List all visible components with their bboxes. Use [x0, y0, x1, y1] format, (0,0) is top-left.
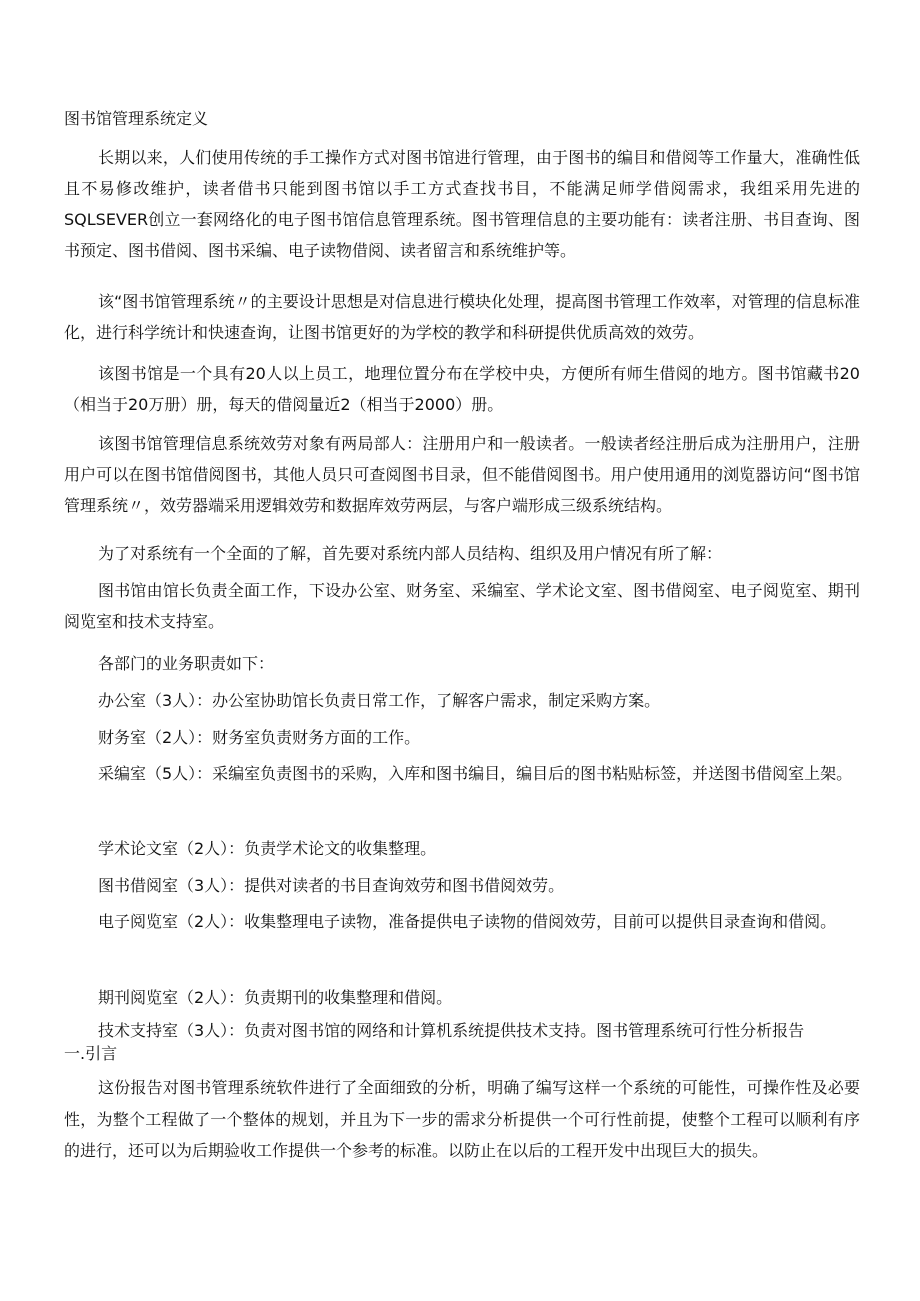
paragraph-overview: 为了对系统有一个全面的了解，首先要对系统内部人员结构、组织及用户情况有所了解：	[98, 544, 723, 563]
document-title: 图书馆管理系统定义	[64, 109, 209, 128]
paragraph-report-intro: 这份报告对图书管理系统软件进行了全面细致的分析，明确了编写这样一个系统的可能性，可操作性及必要性，为整个工程做了一个整体的规划，并且为下一步的需求分析提供一个可行性前提，使整个工程可以顺利有序的进行，还可以为后期验收工作提供一个参考的标准。以防止在以后的工程开发中出现巨大的损失。	[64, 1078, 860, 1160]
paragraph-organization: 图书馆由馆长负责全面工作，下设办公室、财务室、采编室、学术论文室、图书借阅室、电子阅览室、期刊阅览室和技术支持室。	[64, 581, 860, 631]
paragraph-academic: 学术论文室（2人）：负责学术论文的收集整理。	[98, 839, 437, 858]
paragraph-acquisition: 采编室（5人）：采编室负责图书的采购，入库和图书编目，编目后的图书粘贴标签，并送图书借阅室上架。	[98, 764, 853, 783]
section-heading: 一.引言	[64, 1044, 118, 1063]
paragraph-duties-intro: 各部门的业务职责如下：	[98, 654, 275, 673]
paragraph-office: 办公室（3人）：办公室协助馆长负责日常工作，了解客户需求，制定采购方案。	[98, 691, 661, 710]
paragraph-e-reading: 电子阅览室（2人）：收集整理电子读物，准备提供电子读物的借阅效劳，目前可以提供目录查询和借阅。	[98, 912, 837, 931]
paragraph-tech-support: 技术支持室（3人）：负责对图书馆的网络和计算机系统提供技术支持。图书管理系统可行性分析报告	[98, 1021, 805, 1040]
paragraph-library-info: 该图书馆是一个具有20人以上员工，地理位置分布在学校中央，方便所有师生借阅的地方。图书馆藏书20（相当于20万册）册，每天的借阅量近2（相当于2000）册。	[64, 364, 860, 414]
paragraph-design-idea: 该“图书馆管理系统〃的主要设计思想是对信息进行模块化处理，提高图书管理工作效率，对管理的信息标准化，进行科学统计和快速查询，让图书馆更好的为学校的教学和科研提供优质高效的效劳。	[64, 292, 860, 342]
paragraph-periodicals: 期刊阅览室（2人）：负责期刊的收集整理和借阅。	[98, 988, 453, 1007]
paragraph-finance: 财务室（2人）：财务室负责财务方面的工作。	[98, 728, 421, 747]
paragraph-service-objects: 该图书馆管理信息系统效劳对象有两局部人：注册用户和一般读者。一般读者经注册后成为注册用户，注册用户可以在图书馆借阅图书，其他人员只可查阅图书目录，但不能借阅图书。用户使用通用的浏览器访问“图书馆管理系统〃，效劳器端采用逻辑效劳和数据库效劳两层，与客户端形成三级系统结构。	[64, 434, 860, 515]
paragraph-background: 长期以来，人们使用传统的手工操作方式对图书馆进行管理，由于图书的编目和借阅等工作量大，准确性低且不易修改维护，读者借书只能到图书馆以手工方式查找书目，不能满足师学借阅需求，我组采用先进的SQLSEVER创立一套网络化的电子图书馆信息管理系统。图书管理信息的主要功能有：读者注册、书目查询、图书预定、图书借阅、图书采编、电子读物借阅、读者留言和系统维护等。	[64, 148, 860, 260]
paragraph-lending: 图书借阅室（3人）：提供对读者的书目查询效劳和图书借阅效劳。	[98, 876, 565, 895]
